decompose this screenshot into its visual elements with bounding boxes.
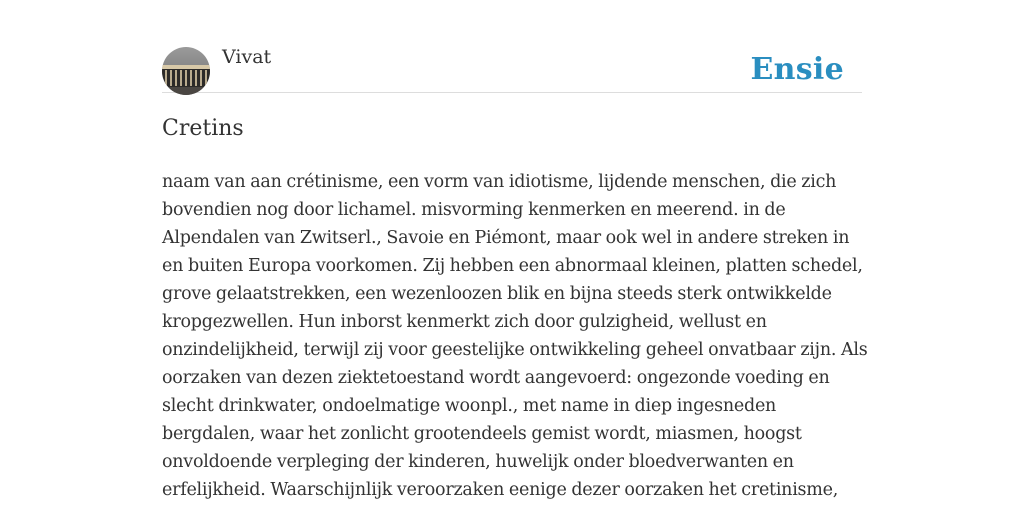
entry-title: Cretins xyxy=(162,116,244,141)
author-name[interactable]: Vivat xyxy=(222,46,272,68)
header xyxy=(162,46,862,93)
author-avatar[interactable] xyxy=(162,47,210,95)
avatar-image xyxy=(162,47,210,95)
entry-body: naam van aan crétinisme, een vorm van idiotisme, lijdende menschen, die zich bovendien nog door lichamel. misvorming kenmerken en meerend. in de Alpendalen van Zwitserl., Savoie en Piémont, maar ook wel in andere streken in en buiten Europa voorkomen. Zij hebben een abnormaal kleinen, platten schedel, grove gelaatstrekken, een wezenloozen blik en bijna steeds sterk ontwikkelde kropgezwellen. Hun inborst kenmerkt zich door gulzigheid, wellust en onzindelijkheid, terwijl zij voor geestelijke ontwikkeling geheel onvatbaar zijn. Als oorzaken van dezen ziektetoestand wordt aangevoerd: ongezonde voeding en slecht drinkwater, ondoelmatige woonpl., met name in diep ingesneden bergdalen, waar het zonlicht grootendeels gemist wordt, miasmen, hoogst onvoldoende verpleging der kinderen, huwelijk onder bloedverwanten en erfelijkheid. Waarschijnlijk veroorzaken eenige dezer oorzaken het cretinisme, xyxy=(162,172,868,500)
ensie-logo[interactable]: Ensie xyxy=(750,52,844,87)
